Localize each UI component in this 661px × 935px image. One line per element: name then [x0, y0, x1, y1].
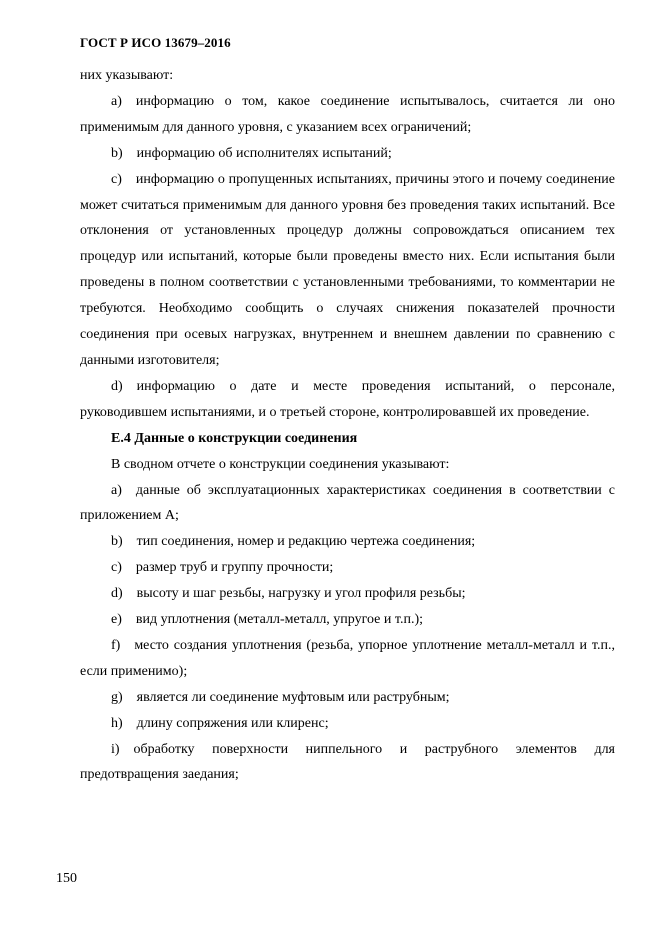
section-item-a: a) данные об эксплуатационных характеристиках соединения в соответствии с приложением А;: [80, 482, 615, 524]
list-item-b: b) информацию об исполнителях испытаний;: [111, 145, 392, 161]
section-heading: Е.4 Данные о конструкции соединения: [111, 430, 358, 446]
section-lead: В сводном отчете о конструкции соединения указывают:: [111, 456, 450, 472]
section-item-e: e) вид уплотнения (металл-металл, упругое и т.п.);: [111, 612, 423, 628]
section-item-b: b) тип соединения, номер и редакцию чертежа соединения;: [111, 534, 476, 550]
page-body: [80, 63, 615, 788]
section-item-d: d) высоту и шаг резьбы, нагрузку и угол профиля резьбы;: [111, 586, 466, 602]
section-item-i: i) обработку поверхности ниппельного и раструбного элементов для предотвращения заедания;: [80, 741, 615, 783]
section-item-c: c) размер труб и группу прочности;: [111, 560, 334, 576]
intro-line: них указывают:: [80, 68, 174, 83]
section-item-h: h) длину сопряжения или клиренс;: [111, 715, 329, 731]
list-item-c: c) информацию о пропущенных испытаниях, причины этого и почему соединение может считаться применимым для данного уровня без проведения таких испытаний. Все отклонения от установленных процедур должны сопровождаться описанием тех процедур или испытаний, которые были проведены вместо них. Если испытания были проведены в полном соответствии с установленными требованиями, то комментарии не требуются. Необходимо сообщить о случаях снижения показателей прочности соединения при осевых нагрузках, внутреннем и внешнем давлении по сравнению с данными изготовителя;: [80, 171, 615, 368]
section-item-g: g) является ли соединение муфтовым или раструбным;: [111, 689, 450, 705]
document-code-header: ГОСТ Р ИСО 13679–2016: [80, 35, 231, 50]
page-number: 150: [56, 871, 77, 886]
list-item-d: d) информацию о дате и месте проведения испытаний, о персонале, руководившем испытаниями, и о третьей стороне, контролировавшей их проведение.: [80, 378, 615, 420]
section-item-f: f) место создания уплотнения (резьба, упорное уплотнение металл-металл и т.п., если применимо);: [80, 637, 615, 679]
list-item-a: a) информацию о том, какое соединение испытывалось, считается ли оно применимым для данного уровня, с указанием всех ограничений;: [80, 93, 615, 135]
